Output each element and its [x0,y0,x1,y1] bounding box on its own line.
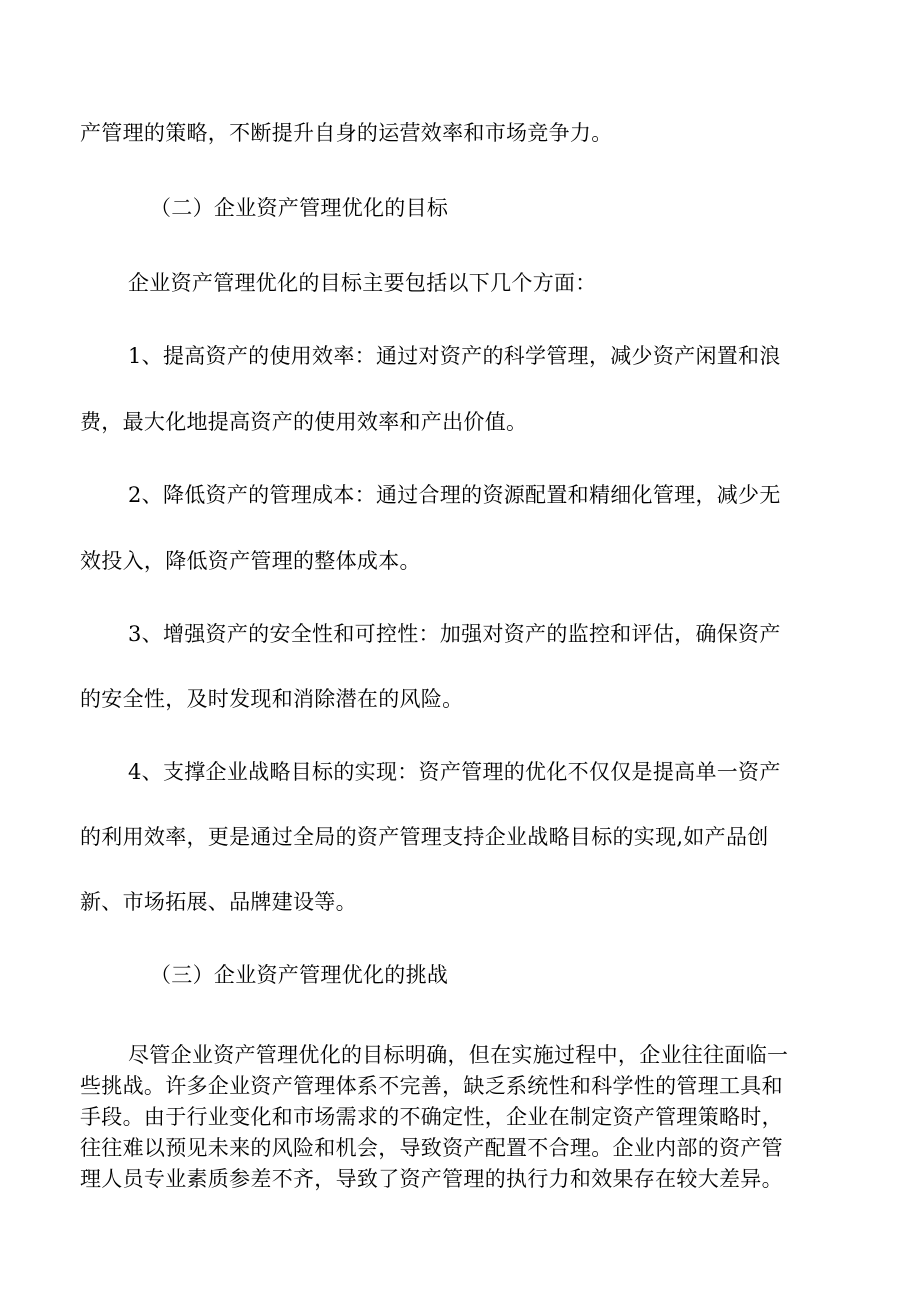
paragraph-line: 尽管企业资产管理优化的目标明确，但在实施过程中，企业往往面临一 [128,1043,789,1067]
paragraph-line: 手段。由于行业变化和市场需求的不确定性，企业在制定资产管理策略时， [80,1105,783,1129]
paragraph-line: 企业资产管理优化的目标主要包括以下几个方面： [128,271,597,295]
paragraph-line: 理人员专业素质参差不齐，导致了资产管理的执行力和效果存在较大差异。 [80,1167,783,1191]
paragraph-line: 产管理的策略，不断提升自身的运营效率和市场竞争力。 [80,121,613,145]
list-item-line: 效投入，降低资产管理的整体成本。 [80,549,421,573]
list-item-line: 2、降低资产的管理成本：通过合理的资源配置和精细化管理，减少无 [128,483,781,507]
section-heading: （三）企业资产管理优化的挑战 [150,963,449,987]
paragraph-line: 些挑战。许多企业资产管理体系不完善，缺乏系统性和科学性的管理工具和 [80,1074,783,1098]
list-item-line: 1、提高资产的使用效率：通过对资产的科学管理，减少资产闲置和浪 [128,344,781,368]
section-heading: （二）企业资产管理优化的目标 [150,196,449,220]
list-item-line: 3、增强资产的安全性和可控性：加强对资产的监控和评估，确保资产 [128,622,781,646]
paragraph-line: 往往难以预见未来的风险和机会，导致资产配置不合理。企业内部的资产管 [80,1136,783,1160]
list-item-line: 费，最大化地提高资产的使用效率和产出价值。 [80,410,528,434]
list-item-line: 的安全性，及时发现和消除潜在的风险。 [80,687,464,711]
list-item-line: 新、市场拓展、品牌建设等。 [80,890,357,914]
list-item-line: 4、支撑企业战略目标的实现：资产管理的优化不仅仅是提高单一资产 [128,760,781,784]
list-item-line: 的利用效率，更是通过全局的资产管理支持企业战略目标的实现,如产品创 [80,825,769,849]
